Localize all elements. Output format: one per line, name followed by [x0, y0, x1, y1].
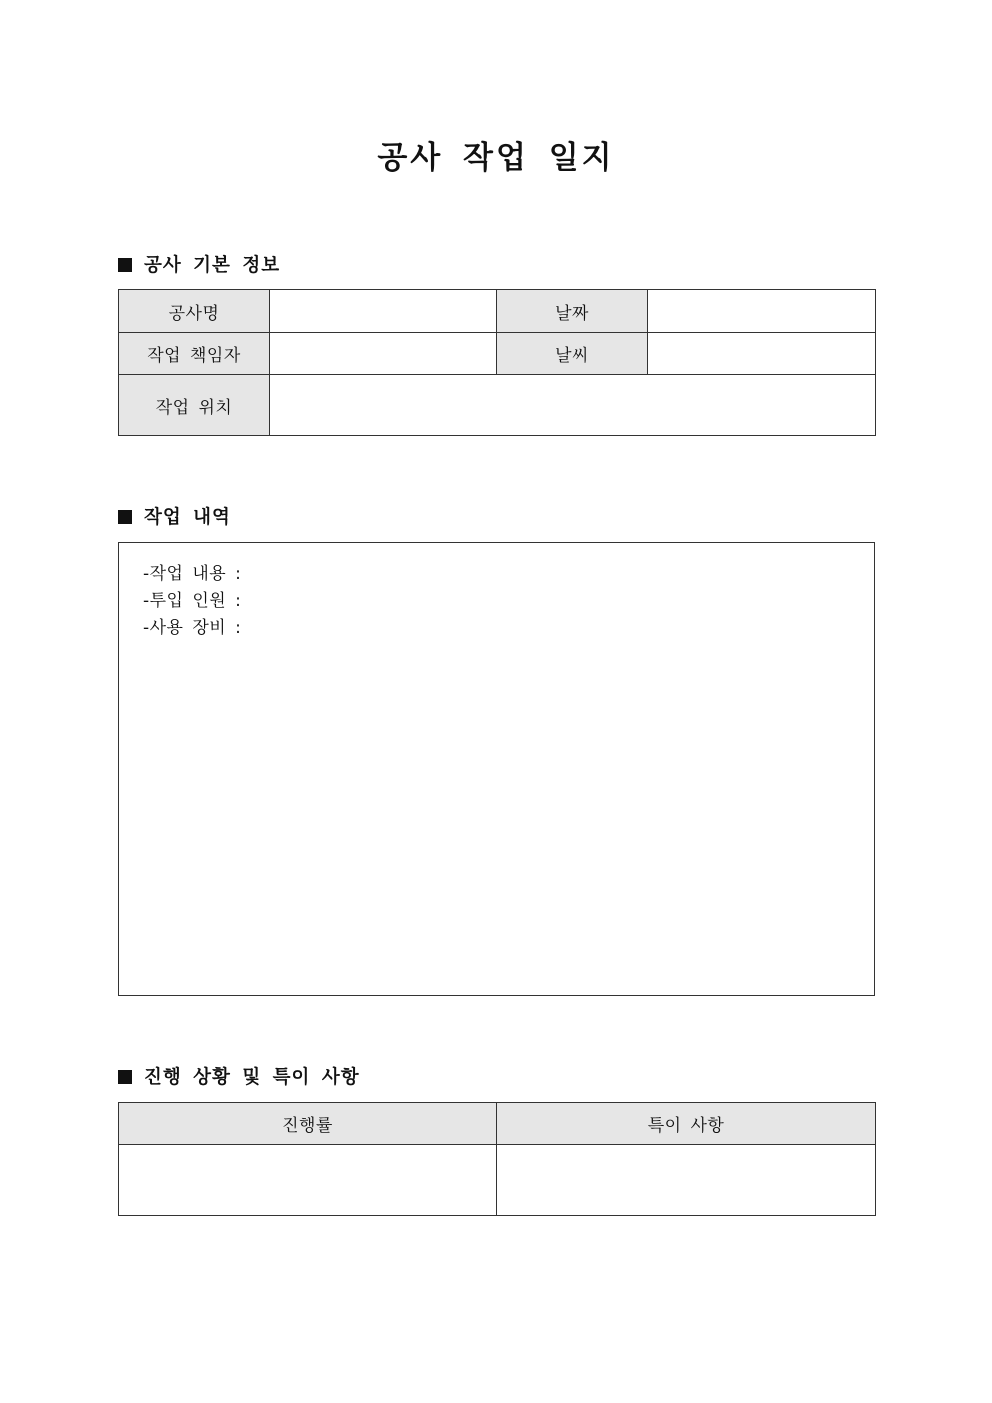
- weather-field[interactable]: [648, 333, 876, 375]
- section-heading-basic-info: [118, 251, 280, 277]
- special-notes-field[interactable]: [497, 1145, 876, 1216]
- square-bullet-icon: [118, 510, 132, 524]
- personnel-line: -투입 인원 :: [143, 591, 242, 611]
- location-label: 작업 위치: [119, 375, 270, 436]
- weather-label: 날씨: [497, 333, 648, 375]
- progress-value-row: [119, 1145, 876, 1216]
- progress-rate-field[interactable]: [119, 1145, 497, 1216]
- section-heading-progress: [118, 1063, 360, 1089]
- manager-field[interactable]: [270, 333, 497, 375]
- work-details-lines: [143, 561, 241, 642]
- special-notes-header: 특이 사항: [497, 1103, 876, 1145]
- basic-info-row-1: [119, 290, 876, 333]
- section-heading-progress-label: 진행 상황 및 특이 사항: [144, 1067, 360, 1088]
- location-field[interactable]: [270, 375, 876, 436]
- date-label: 날짜: [497, 290, 648, 333]
- progress-rate-header: 진행률: [119, 1103, 497, 1145]
- basic-info-row-2: [119, 333, 876, 375]
- date-field[interactable]: [648, 290, 876, 333]
- section-heading-basic-info-label: 공사 기본 정보: [144, 255, 281, 276]
- work-details-box[interactable]: [118, 542, 875, 996]
- manager-label: 작업 책임자: [119, 333, 270, 375]
- section-heading-work-details: [118, 503, 231, 529]
- basic-info-row-3: [119, 375, 876, 436]
- section-heading-work-details-label: 작업 내역: [144, 507, 231, 528]
- basic-info-table: [118, 289, 876, 436]
- square-bullet-icon: [118, 1070, 132, 1084]
- project-name-field[interactable]: [270, 290, 497, 333]
- project-name-label: 공사명: [119, 290, 270, 333]
- progress-header-row: [119, 1103, 876, 1145]
- progress-table: [118, 1102, 876, 1216]
- equipment-line: -사용 장비 :: [143, 618, 242, 638]
- square-bullet-icon: [118, 258, 132, 272]
- document-title: 공사 작업 일지: [377, 140, 615, 176]
- work-content-line: -작업 내용 :: [143, 564, 242, 584]
